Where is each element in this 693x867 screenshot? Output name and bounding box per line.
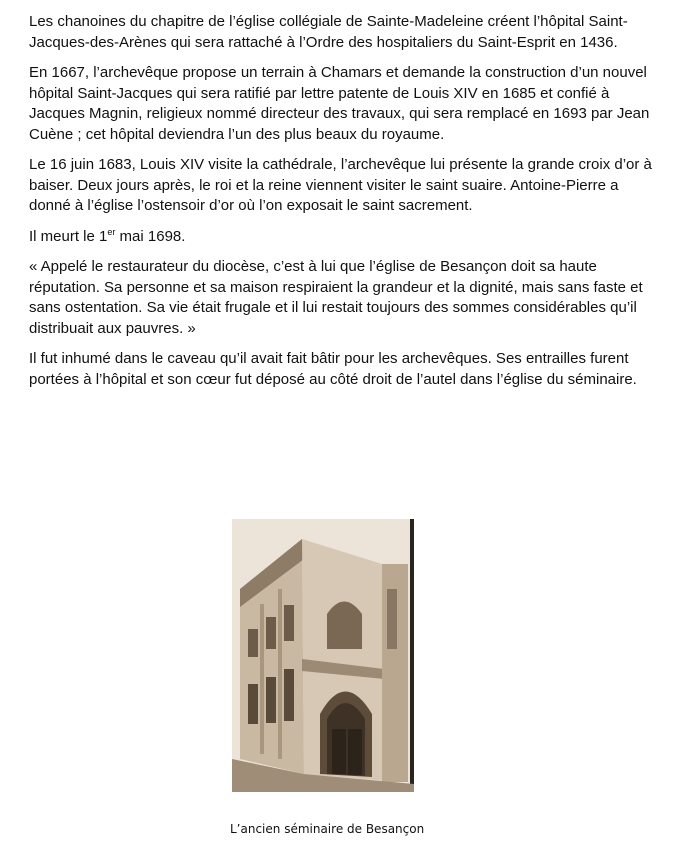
paragraph-new-hospital: En 1667, l’archevêque propose un terrain à Chamars et demande la construction d’un nouvel hôpital Saint-Jacques qui sera ratifié par lettre patente de Louis XIV en 1685 et confié à Jacques Magnin, religieux nommé directeur des travaux, qui sera remplacé en 1693 par Jean Cuène ; cet hôpital deviendra l’un des plus beaux du royaume. [29,64,650,143]
paragraph-king-visit: Le 16 juin 1683, Louis XIV visite la cathédrale, l’archevêque lui présente la grande croix d’or à baiser. Deux jours après, le roi et la reine viennent visiter le saint suaire. Antoine-Pierre a donné à l’église l’ostensoir d’or où l’on exposait le saint sacrement. [29,156,652,214]
death-ordinal-superscript: er [107,226,116,237]
paragraph-burial: Il fut inhumé dans le caveau qu’il avait fait bâtir pour les archevêques. Ses entrailles furent portées à l’hôpital et son cœur fut déposé au côté droit de l’autel dans l’église du séminaire. [29,350,637,388]
death-text-end: mai 1698. [115,227,186,245]
article-body [29,12,659,400]
seminary-photo [232,519,414,792]
paragraph-death [29,227,659,248]
paragraph-hospital-founding: Les chanoines du chapitre de l’église collégiale de Sainte-Madeleine créent l’hôpital Saint-Jacques-des-Arènes qui sera rattaché à l’Ordre des hospitaliers du Saint-Esprit en 1436. [29,13,628,51]
paragraph-quote: « Appelé le restaurateur du diocèse, c’est à lui que l’église de Besançon doit sa haute réputation. Sa personne et sa maison respiraient la grandeur et la dignité, mais sans faste et sans ostentation. Sa vie était frugale et il lui restait toujours des sommes considérables qu’il distribuait aux pauvres. » [29,258,643,337]
figure-caption: L’ancien séminaire de Besançon [230,822,425,836]
seminary-photo-icon [232,519,414,792]
death-text-start: Il meurt le 1 [29,227,108,245]
